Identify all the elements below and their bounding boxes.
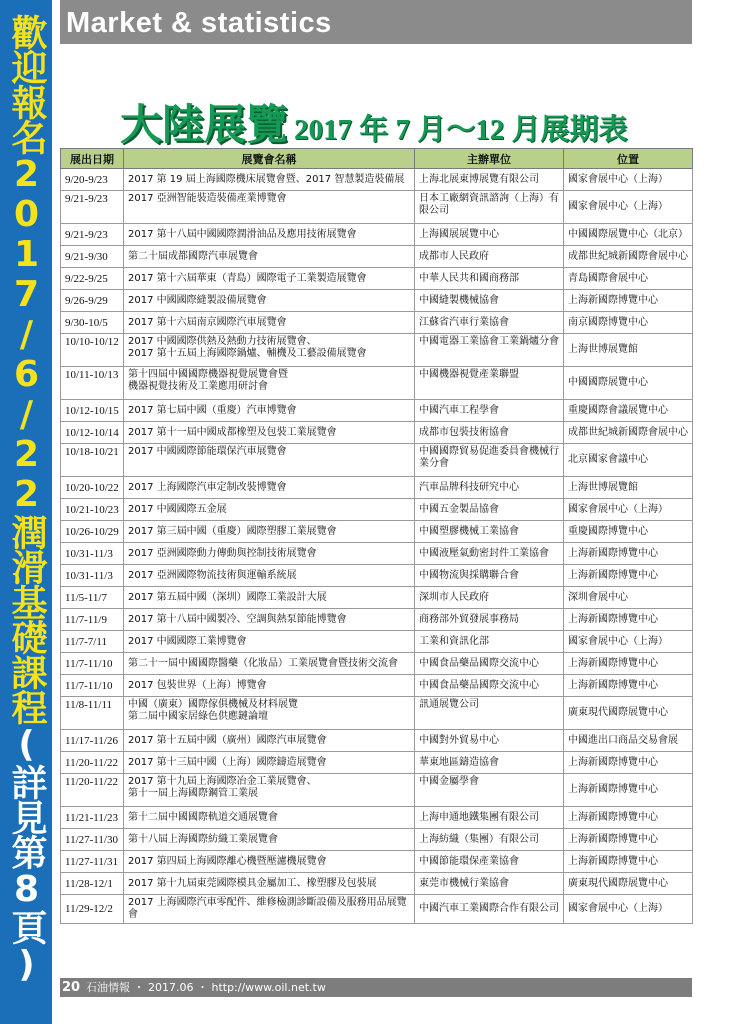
cell-name: 2017 第十三屆中國（上海）國際鑄造展覽會 — [124, 752, 415, 774]
cell-date: 9/21-9/23 — [61, 224, 124, 246]
cell-name: 2017 第四屆上海國際離心機暨壓濾機展覽會 — [124, 851, 415, 873]
header-name: 展覽會名稱 — [124, 149, 415, 169]
table-row — [61, 851, 693, 873]
cell-name: 2017 上海國際汽車零配件、維修檢測診斷設備及服務用品展覽會 — [124, 895, 415, 924]
table-row — [61, 543, 693, 565]
cell-date: 10/20-10/22 — [61, 477, 124, 499]
cell-name: 中國（廣東）國際傢俱機械及材料展覽 第二屆中國家居綠色供應鏈論壇 — [124, 697, 415, 730]
cell-name: 2017 第十六屆華東（青島）國際電子工業製造展覽會 — [124, 268, 415, 290]
cell-venue: 成都世紀城新國際會展中心 — [564, 246, 693, 268]
table-row — [61, 807, 693, 829]
cell-organizer: 中國對外貿易中心 — [415, 730, 564, 752]
side-banner-see-page: (詳見第8頁) — [6, 724, 47, 984]
table-row — [61, 873, 693, 895]
cell-name: 第十八屆上海國際紡織工業展覽會 — [124, 829, 415, 851]
cell-name: 2017 中國國際節能環保汽車展覽會 — [124, 444, 415, 477]
cell-organizer: 中國金屬學會 — [415, 774, 564, 807]
page-title-sub: 2017 年 7 月～12 月展期表 — [294, 114, 628, 146]
cell-organizer: 成都市人民政府 — [415, 246, 564, 268]
cell-organizer: 成都市包裝技術協會 — [415, 422, 564, 444]
header-date: 展出日期 — [61, 149, 124, 169]
cell-date: 10/12-10/14 — [61, 422, 124, 444]
cell-date: 10/21-10/23 — [61, 499, 124, 521]
cell-venue: 青島國際會展中心 — [564, 268, 693, 290]
table-body — [61, 169, 693, 924]
cell-date: 11/27-11/31 — [61, 851, 124, 873]
table-row — [61, 697, 693, 730]
cell-name: 2017 第十九屆東莞國際模具金屬加工、橡塑膠及包裝展 — [124, 873, 415, 895]
cell-venue: 上海新國際博覽中心 — [564, 807, 693, 829]
cell-organizer: 中國國際貿易促進委員會機械行業分會 — [415, 444, 564, 477]
table-row — [61, 829, 693, 851]
cell-venue: 深圳會展中心 — [564, 587, 693, 609]
cell-name: 2017 第十八屆中國製冷、空調與熱泵節能博覽會 — [124, 609, 415, 631]
cell-organizer: 中國電器工業協會工業鍋爐分會 — [415, 334, 564, 367]
cell-venue: 上海世博展覽館 — [564, 334, 693, 367]
table-row — [61, 334, 693, 367]
cell-name: 2017 中國國際五金展 — [124, 499, 415, 521]
cell-organizer: 中國機器視覺產業聯盟 — [415, 367, 564, 400]
cell-venue: 上海世博展覽館 — [564, 477, 693, 499]
cell-date: 11/28-12/1 — [61, 873, 124, 895]
footer-text: 石油情報 ・ 2017.06 ・ http://www.oil.net.tw — [86, 981, 326, 994]
cell-venue: 上海新國際博覽中心 — [564, 752, 693, 774]
cell-organizer: 中國五金製品協會 — [415, 499, 564, 521]
cell-name: 2017 第十一屆中國成都橡塑及包裝工業展覽會 — [124, 422, 415, 444]
table-row — [61, 730, 693, 752]
cell-venue: 上海新國際博覽中心 — [564, 609, 693, 631]
page-number: 20 — [62, 980, 81, 995]
cell-name: 2017 中國國際工業博覽會 — [124, 631, 415, 653]
cell-venue: 國家會展中心（上海） — [564, 895, 693, 924]
cell-venue: 南京國際博覽中心 — [564, 312, 693, 334]
cell-date: 11/7-7/11 — [61, 631, 124, 653]
cell-organizer: 中國物流與採購聯合會 — [415, 565, 564, 587]
cell-venue: 上海新國際博覽中心 — [564, 829, 693, 851]
cell-venue: 上海新國際博覽中心 — [564, 565, 693, 587]
cell-name: 2017 亞洲國際動力傳動與控制技術展覽會 — [124, 543, 415, 565]
cell-organizer: 中國節能環保產業協會 — [415, 851, 564, 873]
cell-date: 11/21-11/23 — [61, 807, 124, 829]
cell-date: 10/31-11/3 — [61, 565, 124, 587]
cell-organizer: 汽車品牌科技研究中心 — [415, 477, 564, 499]
header-venue: 位置 — [564, 149, 693, 169]
cell-venue: 廣東現代國際展覽中心 — [564, 697, 693, 730]
table-row — [61, 752, 693, 774]
cell-name: 2017 第十五屆中國（廣州）國際汽車展覽會 — [124, 730, 415, 752]
cell-venue: 國家會展中心（上海） — [564, 631, 693, 653]
cell-venue: 國家會展中心（上海） — [564, 169, 693, 191]
cell-name: 2017 第五屆中國（深圳）國際工業設計大展 — [124, 587, 415, 609]
cell-organizer: 上海申通地鐵集團有限公司 — [415, 807, 564, 829]
cell-date: 11/29-12/2 — [61, 895, 124, 924]
cell-venue: 北京國家會議中心 — [564, 444, 693, 477]
cell-venue: 上海新國際博覽中心 — [564, 543, 693, 565]
cell-organizer: 中國食品藥品國際交流中心 — [415, 675, 564, 697]
cell-name: 2017 第三屆中國（重慶）國際塑膠工業展覽會 — [124, 521, 415, 543]
cell-organizer: 上海國展展覽中心 — [415, 224, 564, 246]
cell-organizer: 中國液壓氣動密封件工業協會 — [415, 543, 564, 565]
cell-date: 11/27-11/30 — [61, 829, 124, 851]
cell-name: 2017 亞洲智能裝造裝備產業博覽會 — [124, 191, 415, 224]
cell-organizer: 中國縫製機械協會 — [415, 290, 564, 312]
exhibition-schedule-table — [60, 148, 693, 924]
table-row — [61, 169, 693, 191]
cell-date: 10/10-10/12 — [61, 334, 124, 367]
table-row — [61, 422, 693, 444]
cell-venue: 國家會展中心（上海） — [564, 499, 693, 521]
table-row — [61, 246, 693, 268]
cell-date: 11/20-11/22 — [61, 774, 124, 807]
side-banner-course: 潤滑基礎課程 — [6, 514, 47, 724]
table-row — [61, 587, 693, 609]
cell-organizer: 工業和資訊化部 — [415, 631, 564, 653]
cell-name: 2017 中國國際供熱及熱動力技術展覽會、 2017 第十五屆上海國際鍋爐、輔機及工藝設備展覽會 — [124, 334, 415, 367]
table-row — [61, 268, 693, 290]
cell-venue: 上海新國際博覽中心 — [564, 653, 693, 675]
cell-date: 11/7-11/9 — [61, 609, 124, 631]
cell-organizer: 中華人民共和國商務部 — [415, 268, 564, 290]
table-row — [61, 191, 693, 224]
cell-organizer: 商務部外貿發展事務局 — [415, 609, 564, 631]
cell-organizer: 華東地區鑄造協會 — [415, 752, 564, 774]
side-banner-welcome: 歡迎報名 — [6, 14, 47, 154]
cell-date: 10/31-11/3 — [61, 543, 124, 565]
table-row — [61, 499, 693, 521]
cell-venue: 成都世紀城新國際會展中心 — [564, 422, 693, 444]
page-title — [120, 92, 628, 149]
side-banner-date: 2017/6/22 — [6, 154, 47, 514]
table-row — [61, 290, 693, 312]
cell-organizer: 深圳市人民政府 — [415, 587, 564, 609]
cell-name: 第二十屆成都國際汽車展覽會 — [124, 246, 415, 268]
cell-name: 2017 亞洲國際物流技術與運輸系統展 — [124, 565, 415, 587]
cell-name: 2017 包裝世界（上海）博覽會 — [124, 675, 415, 697]
cell-venue: 中國進出口商品交易會展 — [564, 730, 693, 752]
cell-name: 2017 第十六屆南京國際汽車展覽會 — [124, 312, 415, 334]
cell-date: 10/12-10/15 — [61, 400, 124, 422]
page-title-main: 大陸展覽 — [120, 100, 289, 149]
table-row — [61, 565, 693, 587]
cell-name: 第十四屆中國國際機器視覺展覽會暨 機器視覺技術及工業應用研討會 — [124, 367, 415, 400]
cell-venue: 廣東現代國際展覽中心 — [564, 873, 693, 895]
cell-name: 第十二屆中國國際軌道交通展覽會 — [124, 807, 415, 829]
cell-date: 11/8-11/11 — [61, 697, 124, 730]
cell-date: 11/7-11/10 — [61, 675, 124, 697]
cell-venue: 上海新國際博覽中心 — [564, 675, 693, 697]
cell-venue: 重慶國際會議展覽中心 — [564, 400, 693, 422]
cell-organizer: 日本工廠網資訊諮詢（上海）有限公司 — [415, 191, 564, 224]
cell-date: 9/21-9/23 — [61, 191, 124, 224]
cell-date: 10/11-10/13 — [61, 367, 124, 400]
cell-venue: 上海新國際博覽中心 — [564, 290, 693, 312]
section-title: Market & statistics — [66, 7, 332, 39]
cell-date: 11/17-11/26 — [61, 730, 124, 752]
table-row — [61, 631, 693, 653]
cell-name: 2017 第十八屆中國國際潤滑油品及應用技術展覽會 — [124, 224, 415, 246]
table-row — [61, 774, 693, 807]
cell-date: 11/5-11/7 — [61, 587, 124, 609]
cell-date: 9/22-9/25 — [61, 268, 124, 290]
cell-organizer: 東莞市機械行業協會 — [415, 873, 564, 895]
cell-venue: 上海新國際博覽中心 — [564, 774, 693, 807]
side-banner-text — [0, 14, 52, 1014]
cell-name: 2017 上海國際汽車定制改裝博覽會 — [124, 477, 415, 499]
cell-venue: 上海新國際博覽中心 — [564, 851, 693, 873]
table-row — [61, 675, 693, 697]
cell-name: 2017 第七屆中國（重慶）汽車博覽會 — [124, 400, 415, 422]
table-row — [61, 895, 693, 924]
cell-date: 9/30-10/5 — [61, 312, 124, 334]
cell-organizer: 上海紡織（集團）有限公司 — [415, 829, 564, 851]
cell-date: 9/20-9/23 — [61, 169, 124, 191]
table-row — [61, 224, 693, 246]
cell-name: 2017 第 19 屆上海國際機床展覽會暨、2017 智慧製造裝備展 — [124, 169, 415, 191]
table-row — [61, 477, 693, 499]
cell-date: 11/7-11/10 — [61, 653, 124, 675]
cell-date: 9/26-9/29 — [61, 290, 124, 312]
table-row — [61, 444, 693, 477]
cell-venue: 中國國際展覽中心 — [564, 367, 693, 400]
table-row — [61, 312, 693, 334]
table-row — [61, 521, 693, 543]
table-row — [61, 653, 693, 675]
cell-date: 10/18-10/21 — [61, 444, 124, 477]
cell-venue: 中國國際展覽中心（北京） — [564, 224, 693, 246]
cell-organizer: 訊通展覽公司 — [415, 697, 564, 730]
cell-name: 2017 中國國際縫製設備展覽會 — [124, 290, 415, 312]
table-row — [61, 609, 693, 631]
cell-organizer: 中國汽車工業國際合作有限公司 — [415, 895, 564, 924]
table-row — [61, 400, 693, 422]
cell-venue: 國家會展中心（上海） — [564, 191, 693, 224]
cell-date: 11/20-11/22 — [61, 752, 124, 774]
cell-organizer: 中國塑膠機械工業協會 — [415, 521, 564, 543]
cell-organizer: 中國汽車工程學會 — [415, 400, 564, 422]
cell-organizer: 江蘇省汽車行業協會 — [415, 312, 564, 334]
cell-venue: 重慶國際博覽中心 — [564, 521, 693, 543]
cell-name: 第二十一屆中國國際醫藥（化妝品）工業展覽會暨技術交流會 — [124, 653, 415, 675]
cell-organizer: 上海北展東博展覽有限公司 — [415, 169, 564, 191]
cell-name: 2017 第十九屆上海國際冶金工業展覽會、 第十一屆上海國際鋼管工業展 — [124, 774, 415, 807]
cell-date: 9/21-9/30 — [61, 246, 124, 268]
cell-organizer: 中國食品藥品國際交流中心 — [415, 653, 564, 675]
table-header-row — [61, 149, 693, 169]
header-organizer: 主辦單位 — [415, 149, 564, 169]
cell-date: 10/26-10/29 — [61, 521, 124, 543]
table-row — [61, 367, 693, 400]
